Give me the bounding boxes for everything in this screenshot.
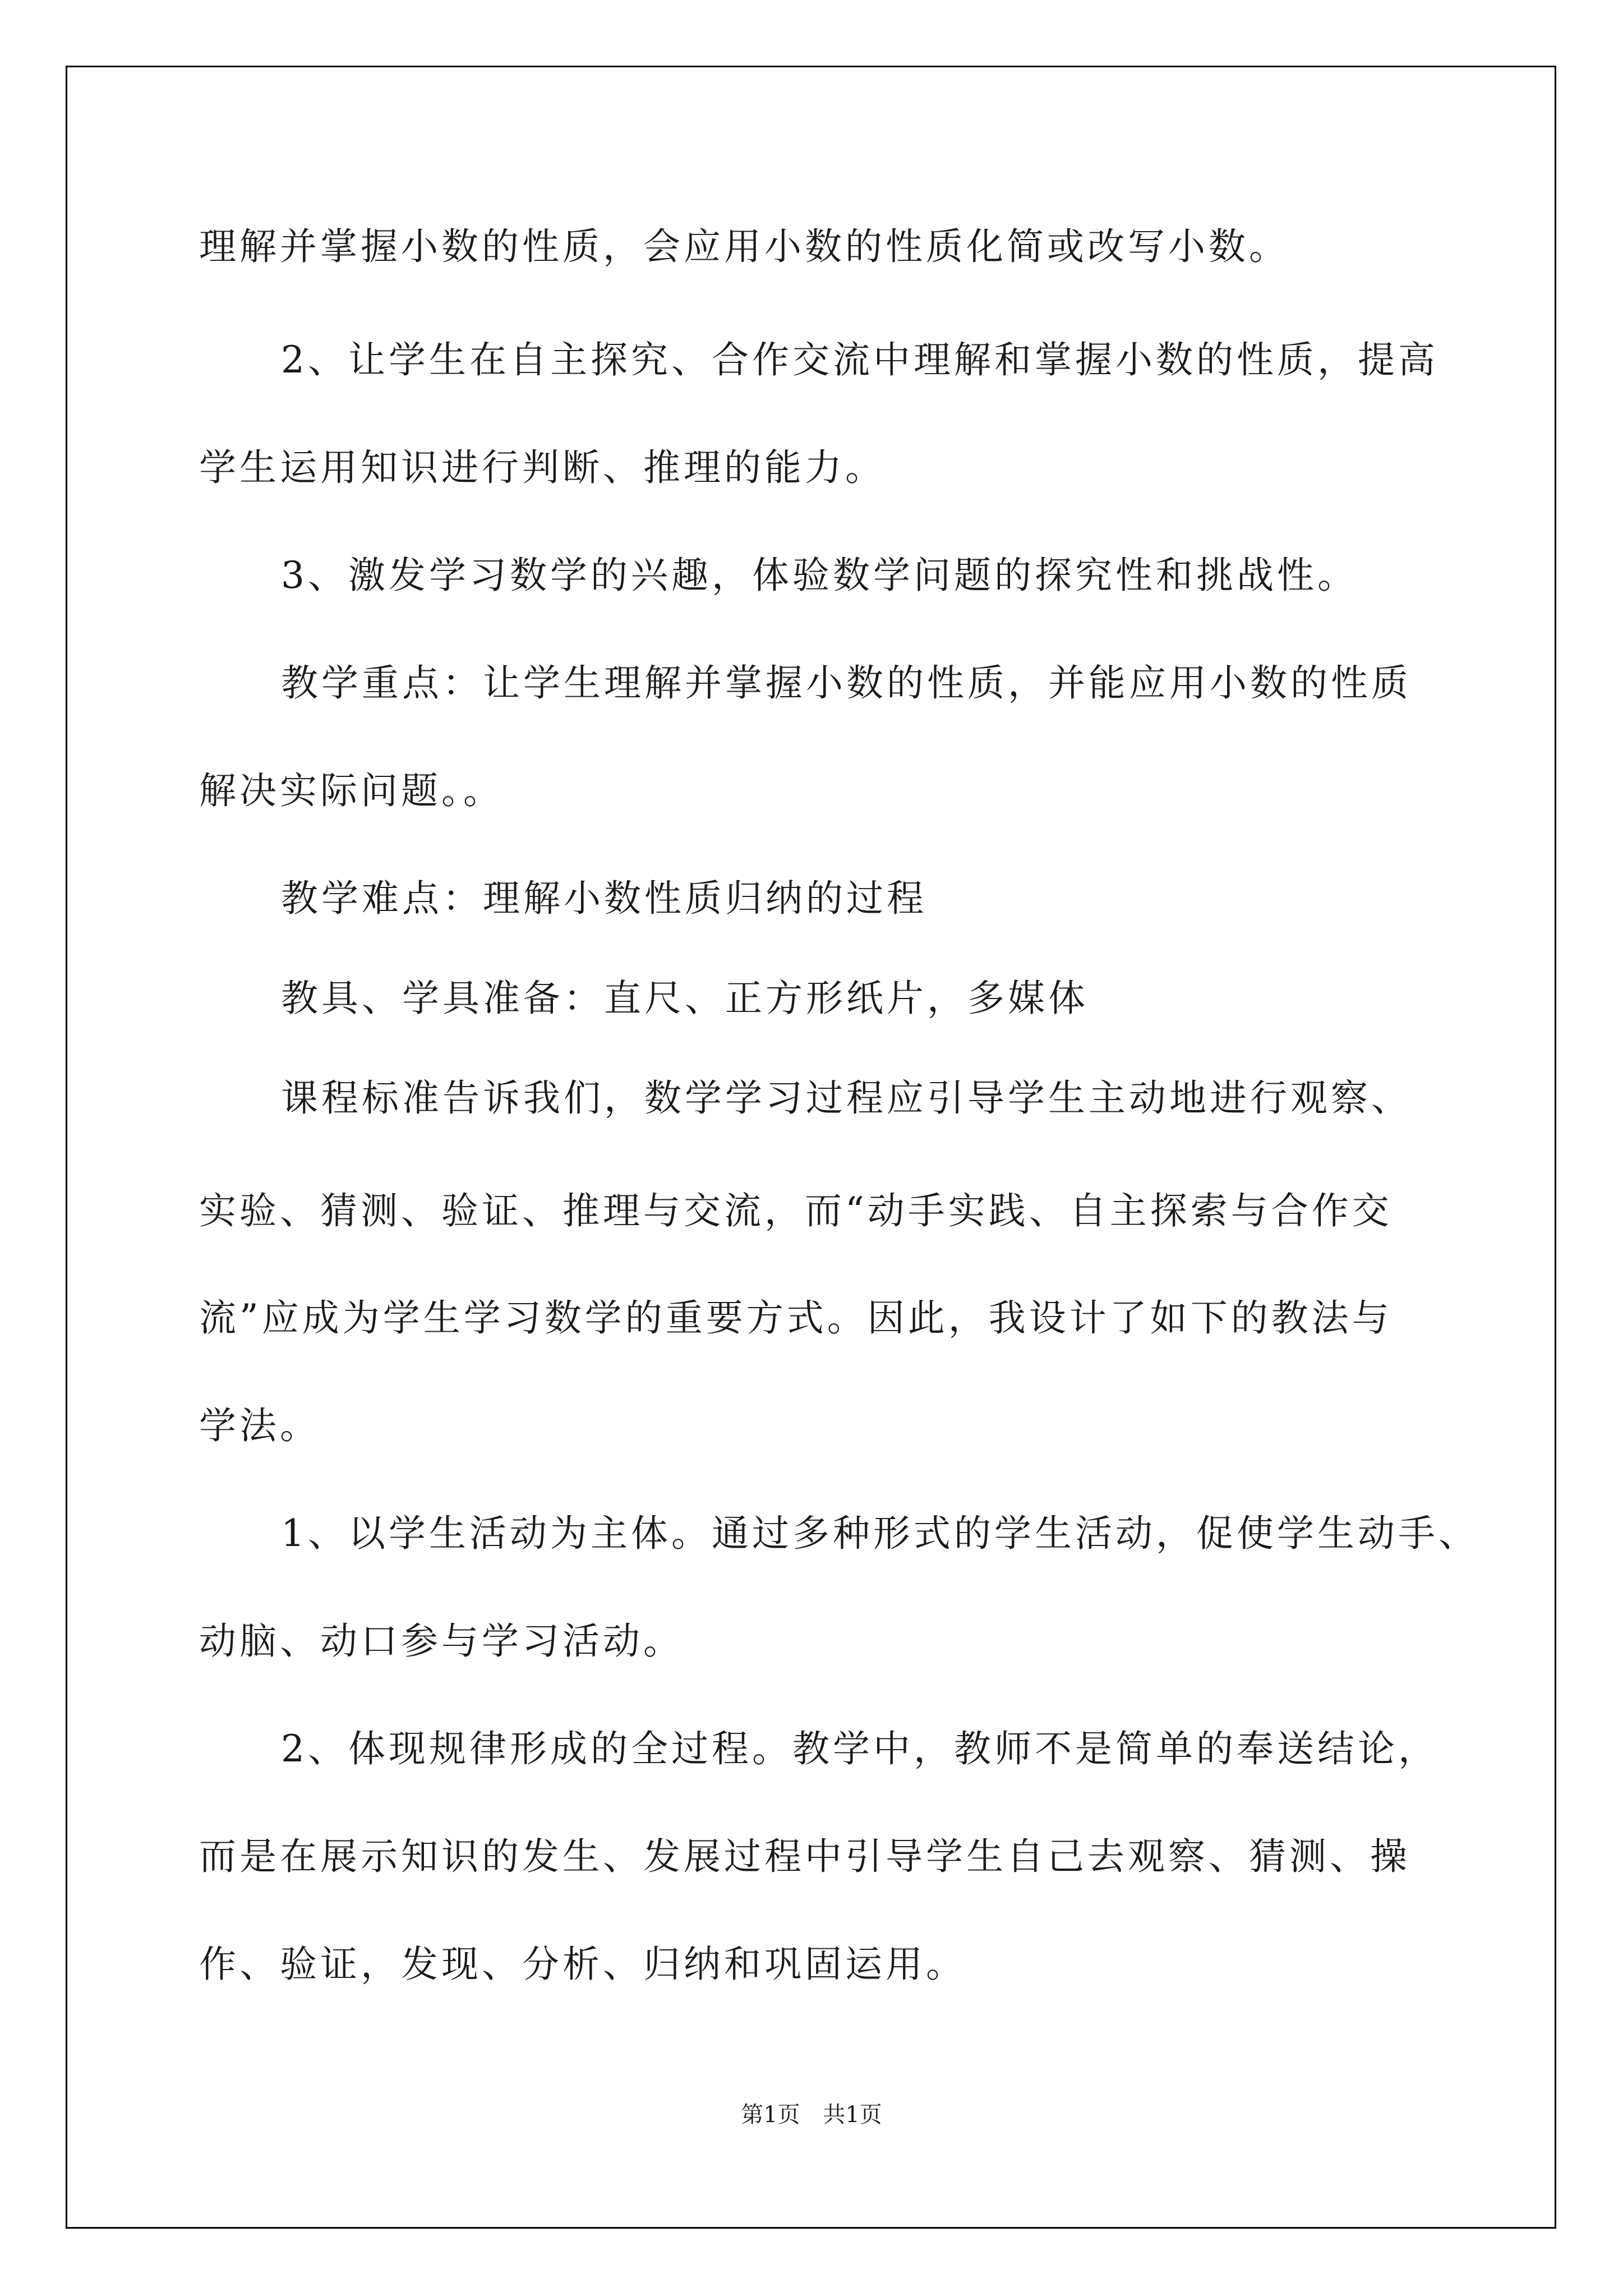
page-footer <box>0 2101 1623 2129</box>
text-line: 3、激发学习数学的兴趣，体验数学问题的探究性和挑战性。 <box>281 554 1358 597</box>
text-line: 1、以学生活动为主体。通过多种形式的学生活动，促使学生动手、 <box>281 1512 1479 1555</box>
text-line: 课程标准告诉我们，数学学习过程应引导学生主动地进行观察、 <box>281 1076 1412 1120</box>
text-line: 动脑、动口参与学习活动。 <box>199 1619 684 1663</box>
text-line: 学法。 <box>199 1404 320 1447</box>
text-line: 学生运用知识进行判断、推理的能力。 <box>199 446 886 489</box>
text-line: 理解并掌握小数的性质，会应用小数的性质化简或改写小数。 <box>199 225 1289 268</box>
page-number: 第1页 <box>741 2102 800 2128</box>
text-line: 2、让学生在自主探究、合作交流中理解和掌握小数的性质，提高 <box>281 338 1438 381</box>
text-line: 教学重点：让学生理解并掌握小数的性质，并能应用小数的性质 <box>281 661 1412 705</box>
text-line: 实验、猜测、验证、推理与交流，而“动手实践、自主探索与合作交 <box>199 1189 1393 1232</box>
text-line: 教学难点：理解小数性质归纳的过程 <box>281 877 927 920</box>
text-line: 2、体现规律形成的全过程。教学中，教师不是简单的奉送结论， <box>281 1727 1438 1770</box>
text-line: 解决实际问题。。 <box>199 769 504 812</box>
page-border <box>66 66 1556 2229</box>
page-total: 共1页 <box>823 2102 882 2128</box>
text-line: 作、验证，发现、分析、归纳和巩固运用。 <box>199 1943 966 1986</box>
text-line: 教具、学具准备：直尺、正方形纸片，多媒体 <box>281 977 1089 1020</box>
text-line: 流”应成为学生学习数学的重要方式。因此，我设计了如下的教法与 <box>199 1296 1393 1340</box>
text-line: 而是在展示知识的发生、发展过程中引导学生自己去观察、猜测、操 <box>199 1835 1410 1878</box>
